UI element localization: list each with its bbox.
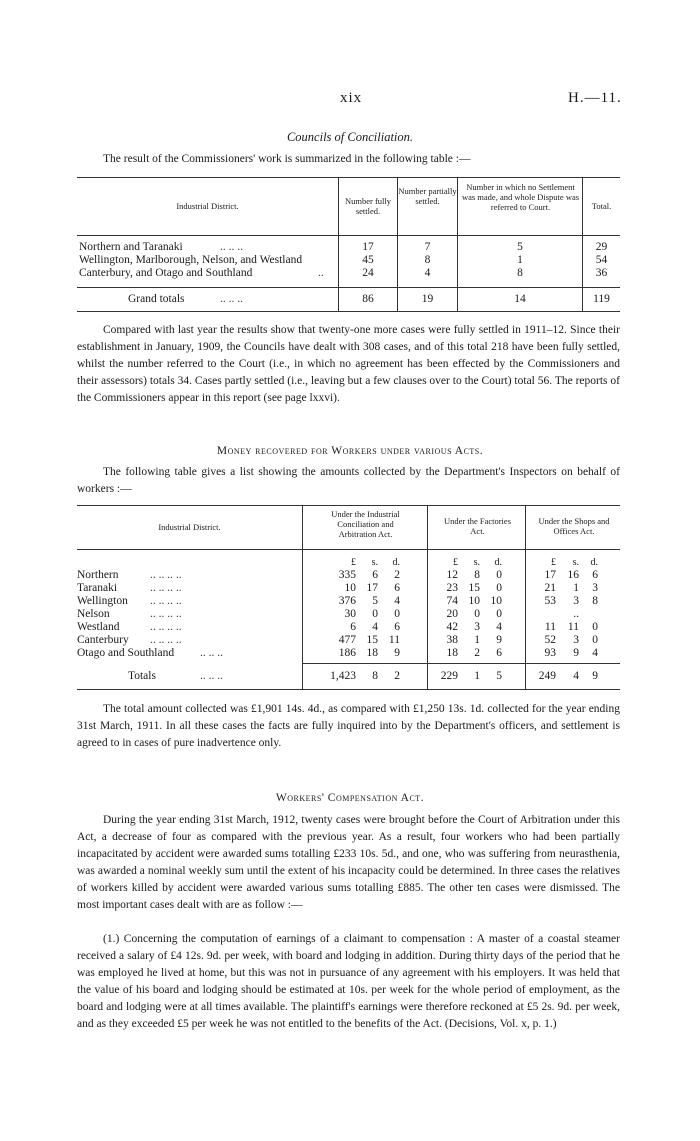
cell-ica-shillings: 0 [372,608,378,620]
leader-dots: .. .. .. .. [150,582,182,594]
councils-header-partially: Number partially settled. [398,186,457,206]
cell-shops-pounds: 53 [544,595,556,607]
cell-fully: 24 [362,267,374,279]
cell-fac-pence: 0 [496,608,502,620]
cell-shops-shillings: 3 [573,634,579,646]
cell-fac-shillings: 10 [468,595,480,607]
cell-shops-pence: 3 [592,582,598,594]
cell-fac-shillings: 1 [474,634,480,646]
unit-shilling: s. [371,557,378,568]
cell-referred: 5 [517,241,523,253]
cell-fac-shillings: 0 [474,608,480,620]
cell-shops-shillings: 9 [573,647,579,659]
councils-title: Councils of Conciliation. [286,130,414,144]
cell-fac-shillings: 3 [474,621,480,633]
cell-fac-pence: 6 [496,647,502,659]
cell-shops-shillings: .. [573,608,579,620]
councils-header-fully: Number fully settled. [344,196,392,216]
cell-fac-shillings: 15 [468,582,480,594]
cell-referred: 8 [517,267,523,279]
total-fac-shillings: 1 [474,670,480,682]
total-partially: 19 [421,293,434,305]
cell-fac-pence: 9 [496,634,502,646]
money-title: Money recovered for Workers under various Acts. [216,445,484,457]
cell-partially: 7 [424,241,431,253]
totals-label: Grand totals [128,293,185,305]
cell-shops-pounds: 21 [544,582,556,594]
district-name: Northern [77,569,119,581]
unit-shilling: s. [572,557,579,568]
cell-shops-pounds: 11 [544,621,556,633]
cell-shops-shillings: 11 [567,621,579,633]
cell-ica-shillings: 4 [372,621,378,633]
total-ica-pounds: 1,423 [330,670,356,682]
cell-shops-shillings: 16 [567,569,579,581]
cell-ica-shillings: 15 [366,634,378,646]
cell-total: 29 [595,241,608,253]
councils-header-total: Total. [591,201,612,211]
money-header-factories: Under the Factories Act. [443,516,512,536]
cell-fac-pence: 0 [496,582,502,594]
councils-intro: The result of the Commissioners' work is summarized in the following table :— [103,153,471,165]
totals-label: Totals [128,670,156,682]
cell-ica-pounds: 30 [344,608,356,620]
cell-fac-pence: 10 [490,595,502,607]
total-referred: 14 [514,293,526,305]
district-name: Wellington [77,595,128,607]
cell-ica-shillings: 5 [372,595,378,607]
district-name: Westland [77,621,120,633]
cell-ica-shillings: 6 [372,569,378,581]
district-name: Canterbury [77,634,129,646]
cell-fac-shillings: 8 [474,569,480,581]
cell-fully: 17 [362,241,374,253]
cell-fac-pounds: 23 [446,582,458,594]
cell-shops-pounds: 17 [544,569,556,581]
cell-shops-pence: 0 [592,621,598,633]
cell-ica-pounds: 186 [338,647,356,659]
leader-dots: .. [318,267,324,279]
total-ica-shillings: 8 [372,670,378,682]
leader-dots: .. .. .. [200,647,223,659]
cell-ica-pounds: 477 [338,634,356,646]
district-name: Nelson [77,608,110,620]
cell-fac-pounds: 38 [446,634,458,646]
leader-dots: .. .. .. .. [150,634,182,646]
district-name: Wellington, Marlborough, Nelson, and Westland [79,254,303,266]
cell-shops-pence: 6 [592,569,598,581]
cell-ica-pence: 4 [394,595,400,607]
unit-pence: d. [494,557,502,568]
cell-ica-pence: 6 [394,582,400,594]
money-paragraph: The total amount collected was £1,901 14s. 4d., as compared with £1,250 13s. 1d. collected for the year ending 31st March, 1911. In all these cases the facts are fully inquired into by the Department's officers, and settlement is agreed to in cases of pure inadvertence only. [77,703,620,749]
cell-partially: 4 [424,267,431,279]
cell-ica-pounds: 6 [350,621,356,633]
unit-pound: £ [551,557,556,568]
cell-fac-pounds: 18 [446,647,458,659]
cell-shops-pence: 8 [592,595,598,607]
total-total: 119 [593,293,610,305]
cell-ica-pence: 11 [388,634,400,646]
cell-fac-pounds: 74 [446,595,458,607]
unit-pound: £ [453,557,458,568]
cell-ica-pence: 9 [394,647,400,659]
councils-header-referred: Number in which no Settlement was made, and whole Dispute was referred to Court. [461,182,580,212]
councils-paragraph: Compared with last year the results show that twenty-one more cases were fully settled in 1911–12. Since their establishment in January, 1909, the Councils have dealt with 308 cases, and of this total 218 have been fully settled, whilst the number referred to the Court (i.e., in which no agreement has been effected by the Commissioners and their assessors) totals 34. Cases partly settled (i.e., leaving but a few clauses over to the Court) total 56. The reports of the Commissioners appear in this report (see page lxxvi). [77,324,620,404]
district-name: Northern and Taranaki [79,241,183,253]
total-shops-pence: 9 [592,670,598,682]
document-reference: H.—11. [568,90,622,106]
total-ica-pence: 2 [394,670,400,682]
leader-dots: .. .. .. [220,293,243,305]
cell-total: 54 [595,254,608,266]
cell-shops-pence: 0 [592,634,598,646]
cell-ica-pounds: 10 [344,582,356,594]
total-fac-pence: 5 [496,670,502,682]
cell-shops-shillings: 3 [573,595,579,607]
cell-ica-pence: 6 [394,621,400,633]
cell-shops-pounds: 52 [544,634,556,646]
compensation-paragraph-1: During the year ending 31st March, 1912, twenty cases were brought before the Court of Arbitration under this Act, a decrease of four as compared with the previous year. As a result, four workers who had been partially incapacitated by accident were awarded sums totalling £233 10s. 5d., and one, who was suffering from neurasthenia, was awarded a nominal weekly sum until the extent of his incapacity could be determined. In three cases the relatives of workers killed by accident were awarded various sums totalling £885. The other ten cases were dismissed. The most important cases dealt with are as follow :— [77,814,620,911]
money-header-shops: Under the Shops and Offices Act. [538,516,610,536]
leader-dots: .. .. .. [200,670,223,682]
cell-ica-pence: 0 [394,608,400,620]
compensation-paragraph-2: (1.) Concerning the computation of earnings of a claimant to compensation : A master of a coastal steamer received a salary of £4 12s. 9d. per week, with board and lodging in addition. During thirty days of the period that he was employed he lived at home, but this was not in pursuance of any agreement with his employers. It was held that the value of his board and lodging should be estimated at 10s. per week for the whole period of employment, as the board and lodging were at all times available. The plaintiff's earnings were therefore reckoned at £5 2s. 9d. per week, and as they exceeded £5 per week he was not entitled to the benefits of the Act. (Decisions, Vol. x, p. 1.) [77,933,620,1030]
leader-dots: .. .. .. .. [150,608,182,620]
cell-shops-pence: 4 [592,647,598,659]
unit-pence: d. [392,557,400,568]
cell-shops-pounds: 93 [544,647,556,659]
total-shops-shillings: 4 [573,670,579,682]
leader-dots: .. .. .. .. [150,621,182,633]
district-name: Otago and Southland [77,647,175,659]
page-number: xix [340,90,363,106]
cell-fac-shillings: 2 [474,647,480,659]
total-fac-pounds: 229 [440,670,458,682]
cell-ica-shillings: 18 [366,647,378,659]
cell-partially: 8 [424,254,431,266]
cell-total: 36 [595,267,608,279]
councils-header-district: Industrial District. [176,201,239,211]
unit-pound: £ [351,557,356,568]
unit-pence: d. [590,557,598,568]
cell-referred: 1 [517,254,523,266]
total-fully: 86 [362,293,374,305]
cell-ica-pence: 2 [394,569,400,581]
leader-dots: .. .. .. [220,241,243,253]
cell-fac-pounds: 20 [446,608,458,620]
cell-fac-pounds: 12 [446,569,458,581]
cell-shops-shillings: 1 [573,582,579,594]
cell-ica-shillings: 17 [366,582,378,594]
cell-ica-pounds: 335 [338,569,356,581]
money-header-district: Industrial District. [158,522,221,532]
leader-dots: .. .. .. .. [150,569,182,581]
compensation-title: Workers' Compensation Act. [275,792,425,804]
unit-shilling: s. [473,557,480,568]
cell-fully: 45 [362,254,374,266]
leader-dots: .. .. .. .. [150,595,182,607]
total-shops-pounds: 249 [538,670,556,682]
cell-fac-pence: 4 [496,621,502,633]
district-name: Canterbury, and Otago and Southland [79,267,253,279]
money-header-ica: Under the Industrial Conciliation and Arbitration Act. [331,509,400,539]
money-intro: The following table gives a list showing the amounts collected by the Department's Inspectors on behalf of workers :— [77,466,620,495]
cell-ica-pounds: 376 [338,595,356,607]
cell-fac-pounds: 42 [446,621,458,633]
cell-fac-pence: 0 [496,569,502,581]
district-name: Taranaki [77,582,118,594]
